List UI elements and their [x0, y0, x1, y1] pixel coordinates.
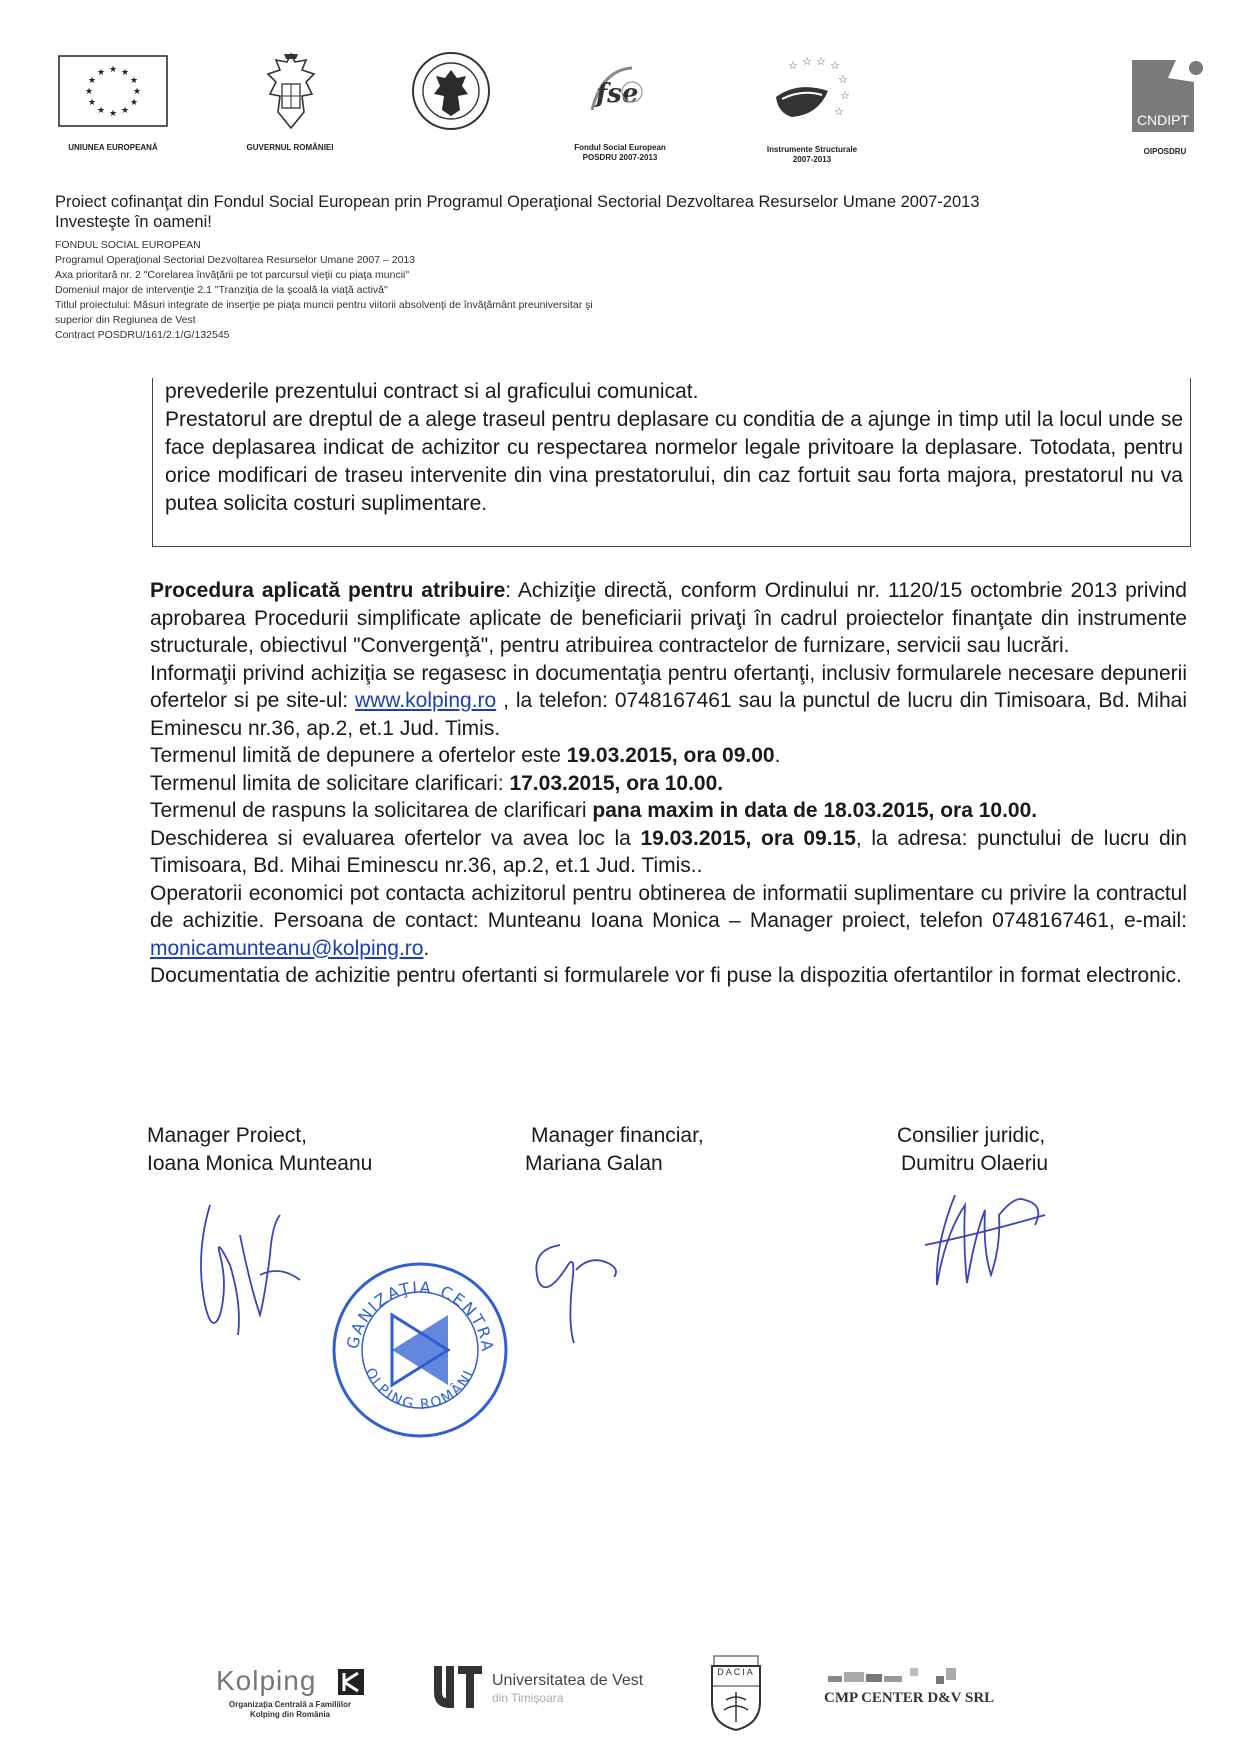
info-paragraph: Informaţii privind achiziţia se regasesc in documentaţia pentru ofertanţi, inclusiv formularele necesare depunerii ofertelor si pe site-ul: www.kolping.ro , la telefon: 0748167461 sau la punctul de lucru din Timisoara, Bd. Mihai Eminescu nr.36, ap.2, et.1 Jud. Timis. — [150, 661, 1187, 740]
uvt-emblem-icon — [430, 1662, 486, 1712]
svg-text:★: ★ — [87, 98, 97, 108]
cmp-center-footer-logo — [820, 1668, 1000, 1718]
kolping-wordmark: Kolping — [216, 1665, 317, 1696]
website-link[interactable]: www.kolping.ro — [354, 689, 497, 712]
signature-role: Manager financiar, — [531, 1124, 704, 1147]
header-small-line-6: superior din Regiunea de Vest — [55, 314, 196, 326]
svg-text:★: ★ — [108, 109, 118, 119]
svg-text:★: ★ — [84, 87, 94, 97]
uvt-line-2: din Timişoara — [492, 1691, 564, 1705]
svg-text:☆: ☆ — [834, 105, 844, 118]
header-small-line-1: FONDUL SOCIAL EUROPEAN — [55, 239, 201, 251]
svg-text:★: ★ — [108, 65, 118, 75]
stamp-bottom-text: OLPING ROMÂNI — [361, 1365, 478, 1414]
procedure-heading: Procedura aplicată pentru atribuire — [150, 579, 506, 602]
svg-text:★: ★ — [129, 76, 139, 86]
fse-caption-1: Fondul Social European — [574, 143, 666, 152]
ministry-seal-logo — [410, 50, 492, 132]
procedure-paragraph: Procedura aplicată pentru atribuire: Achiziţie directă, conform Ordinului nr. 1120/15 octombrie 2013 privind aprobarea Procedurii simplificate aplicate de beneficiarii privaţi în cadrul proiectelor finanţate din instrumente structurale, obiectivul "Convergenţă", pentru atribuirea contractelor de furnizare, servicii sau lucrări. — [150, 579, 1187, 657]
romania-coat-of-arms-logo — [262, 50, 320, 132]
cmp-blocks-icon — [828, 1668, 998, 1686]
signature-role: Consilier juridic, — [897, 1124, 1046, 1147]
eu-flag-logo — [58, 55, 168, 127]
header-small-line-5: Titlul proiectului: Măsuri integrate de inserţie pe piaţa muncii pentru viitorii absolvenţi de învăţământ preuniversitar şi — [55, 299, 593, 311]
svg-text:★: ★ — [120, 68, 130, 78]
signature-block-manager-proiect — [147, 1122, 372, 1178]
is-caption-2: 2007-2013 — [792, 155, 832, 164]
signature-name: Ioana Monica Munteanu — [147, 1152, 373, 1175]
eu-caption: UNIUNEA EUROPEANĂ — [68, 143, 158, 152]
svg-text:★: ★ — [87, 76, 97, 86]
oiposdru-caption: OIPOSDRU — [1143, 147, 1187, 156]
svg-text:☆: ☆ — [840, 89, 850, 102]
structural-instruments-logo — [768, 55, 858, 135]
handwritten-signature-3 — [915, 1175, 1065, 1295]
kolping-sub-2: Kolping din România — [250, 1710, 330, 1719]
uvt-footer-logo — [430, 1660, 670, 1720]
invest-in-people-line: Investeşte în oameni! — [55, 213, 212, 231]
is-caption-1: Instrumente Structurale — [766, 145, 858, 154]
svg-text:★: ★ — [96, 68, 106, 78]
clarification-deadline: Termenul limita de solicitare clarificari: 17.03.2015, ora 10.00. — [150, 771, 724, 795]
gov-caption: GUVERNUL ROMÂNIEI — [246, 143, 334, 152]
clause-paragraph-2: Prestatorul are dreptul de a alege traseul pentru deplasare cu conditia de a ajunge in timp util la locul unde se face deplasarea indicat de achizitor cu respectarea normelor legale privitoare la deplasare. Totodata, pentru orice modificari de traseu intervenite din vina prestatorului, din caz fortuit sau forta majora, prestatorul nu va putea solicita costuri suplimentare. — [165, 408, 1183, 515]
cndipt-label: CNDIPT — [1136, 112, 1190, 128]
kolping-footer-logo — [200, 1665, 380, 1725]
cndipt-logo — [1128, 56, 1208, 136]
signature-block-consilier-juridic — [897, 1122, 1048, 1178]
handwritten-signature-2 — [520, 1225, 630, 1345]
clarification-response-deadline: Termenul de raspuns la solicitarea de clarificari pana maxim in data de 18.03.2015, ora 10.00. — [150, 799, 1038, 822]
email-link[interactable]: monicamunteanu@kolping.ro — [150, 936, 424, 960]
svg-text:★: ★ — [120, 106, 130, 116]
header-small-line-4: Domeniul major de intervenţie 2.1 "Tranziţia de la şcoală la viaţă activă" — [55, 284, 388, 296]
dacia-label: DACIA — [717, 1667, 755, 1677]
svg-text:★: ★ — [129, 98, 139, 108]
opening-evaluation-paragraph: Deschiderea si evaluarea ofertelor va avea loc la 19.03.2015, ora 09.15, la adresa: punctului de lucru din Timisoara, Bd. Mihai Eminescu nr.36, ap.2, et.1 Jud. Timis.. — [150, 826, 1187, 877]
svg-text:★: ★ — [132, 87, 142, 97]
header-small-line-3: Axa prioritară nr. 2 "Corelarea învăţării pe tot parcursul vieţii cu piaţa muncii" — [55, 269, 410, 281]
dacia-footer-logo — [708, 1652, 764, 1732]
documentation-paragraph: Documentatia de achizitie pentru ofertanti si formularele vor fi puse la dispozitia ofertantilor in format electronic. — [150, 964, 1182, 987]
svg-text:fse: fse — [596, 79, 639, 109]
header-small-line-2: Programul Operaţional Sectorial Dezvoltarea Resurselor Umane 2007 – 2013 — [55, 254, 416, 266]
signature-role: Manager Proiect, — [147, 1124, 307, 1147]
project-cofinancing-line: Proiect cofinanţat din Fondul Social European prin Programul Operaţional Sectorial Dezvoltarea Resurselor Umane 2007-2013 — [55, 193, 980, 211]
svg-text:☆: ☆ — [816, 55, 826, 68]
svg-text:☆: ☆ — [838, 73, 848, 86]
uvt-line-1: Universitatea de Vest — [492, 1672, 644, 1689]
contact-paragraph: Operatorii economici pot contacta achizitorul pentru obtinerea de informatii suplimentare cu privire la contractul de achizitie. Persoana de contact: Munteanu Ioana Monica – Manager proiect, telefon 0748167461, e-mail: monicamunteanu@kolping.ro. — [150, 881, 1187, 960]
clause-line-1: prevederile prezentului contract si al graficului comunicat. — [165, 380, 699, 403]
svg-text:★: ★ — [96, 106, 106, 116]
svg-text:☆: ☆ — [788, 59, 798, 72]
signature-block-manager-financiar — [525, 1122, 704, 1178]
svg-text:☆: ☆ — [802, 55, 812, 68]
cmp-name: CMP CENTER D&V SRL — [824, 1690, 995, 1706]
fse-logo — [582, 60, 652, 120]
stamp-top-text: GANIZAŢIA CENTRA — [343, 1277, 498, 1355]
submission-deadline: Termenul limită de depunere a ofertelor este 19.03.2015, ora 09.00. — [150, 744, 781, 767]
kolping-k-icon — [338, 1669, 364, 1695]
fse-caption-2: POSDRU 2007-2013 — [582, 153, 658, 162]
signature-name: Mariana Galan — [525, 1152, 663, 1175]
handwritten-signature-1 — [190, 1195, 310, 1345]
organization-stamp — [330, 1260, 510, 1440]
procedure-body — [150, 577, 1187, 990]
kolping-sub-1: Organizaţia Centrală a Familiilor — [228, 1700, 352, 1709]
signature-name: Dumitru Olaeriu — [901, 1152, 1049, 1175]
contract-clause-text — [165, 378, 1183, 518]
header-small-line-7: Contract POSDRU/161/2.1/G/132545 — [55, 329, 230, 341]
svg-text:☆: ☆ — [830, 59, 840, 72]
